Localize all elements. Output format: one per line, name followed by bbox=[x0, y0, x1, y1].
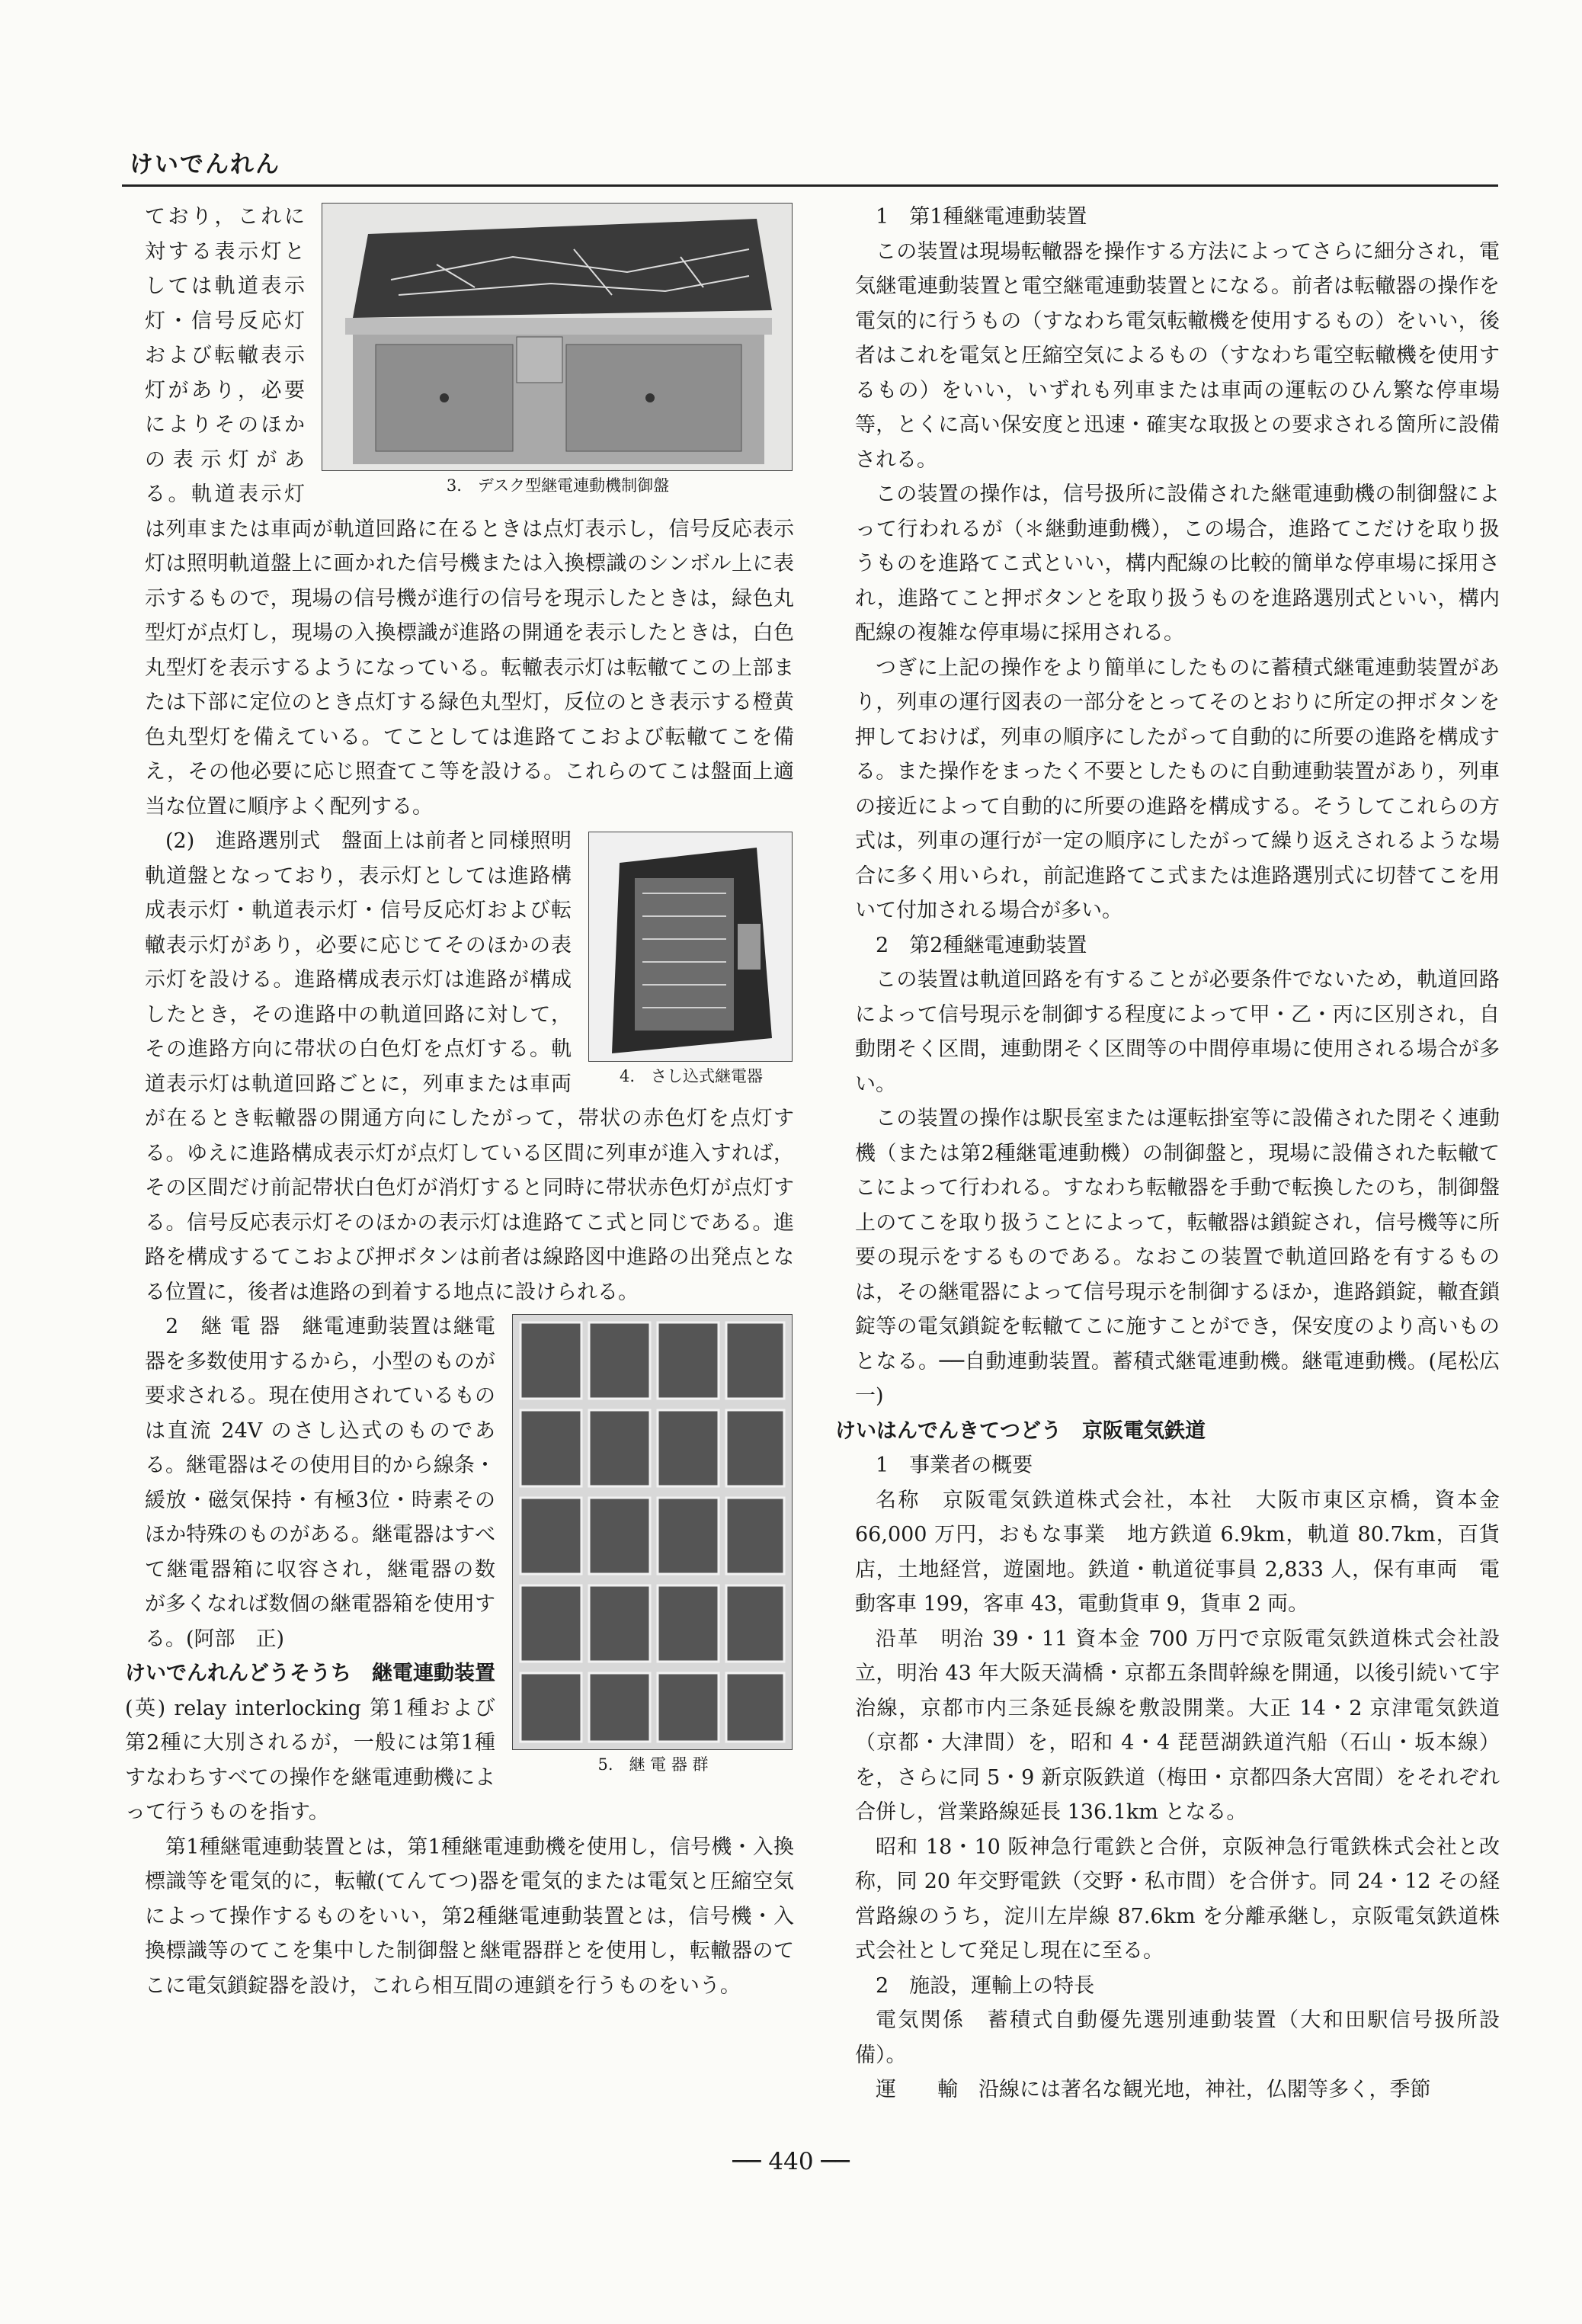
paragraph-right-10: 運 輸 沿線には著名な観光地，神社，仏閣等多く，季節 bbox=[876, 2078, 1431, 2101]
heading-type2: 2 第2種継電連動装置 bbox=[876, 933, 1087, 957]
entry-heading: けいでんれんどうそうち 継電連動装置 bbox=[125, 1662, 495, 1685]
paragraph-right-9: 電気関係 蓄積式自動優先選別連動装置（大和田駅信号扱所設備）。 bbox=[855, 2008, 1500, 2067]
paragraph-right-8: 昭和 18・10 阪神急行電鉄と合併，京阪神急行電鉄株式会社と改称，同 20 年交野電鉄（交野・私市間）を合併す。同 24・12 その経営路線のうち，淀川左岸線 87.6km を分離承継し，京阪電気鉄道株式会社として発足し現在に至る。 bbox=[855, 1835, 1500, 1963]
entry-definition: 第1種および第2種に大別されるが，一般には第1種すなわちすべての操作を継電連動機によって行うものを指す。 bbox=[125, 1696, 495, 1824]
control-desk-photo bbox=[322, 203, 793, 471]
figure-3 bbox=[322, 203, 794, 497]
paragraph-right-2: この装置の操作は，信号扱所に設備された継電連動機の制御盤によって行われるが（＊継動連動機），この場合，進路てこだけを取り扱うものを進路てこ式といい，構内配線の比較的簡単な停車場に採用され，進路てこと押ボタンとを取り扱うものを進路選別式といい，構内配線の複雑な停車場に採用される。 bbox=[855, 482, 1500, 645]
figure-5-caption: 5. 継 電 器 群 bbox=[597, 1755, 709, 1774]
heading-company-overview: 1 事業者の概要 bbox=[876, 1454, 1033, 1477]
heading-facilities: 2 施設，運輸上の特長 bbox=[876, 1973, 1095, 1998]
paragraph-right-7: 沿革 明治 39・11 資本金 700 万円で京阪電気鉄道株式会社設立，明治 43 年大阪天満橋・京都五条間幹線を開通，以後引続いて宇治線，京都市内三条延長線を敷設開業。大正 14・2 京津電気鉄道（京都・大津間）を，昭和 4・4 琵琶湖鉄道汽船（石山・坂本線）を，さらに同 5・9 新京阪鉄道（梅田・京都四条大宮間）をそれぞれ合併し，営業路線延長 136.1km となる。 bbox=[855, 1627, 1500, 1824]
right-column bbox=[835, 200, 1500, 2108]
figure-4 bbox=[588, 832, 794, 1088]
figure-4-caption: 4. さし込式継電器 bbox=[619, 1067, 764, 1085]
paragraph-right-5: この装置の操作は駅長室または運転掛室等に設備された閉そく連動機（または第2種継電連動機）の制御盤と，現場に設備された転轍てこによって行われる。すなわち転轍器を手動で転換したのち，制御盤上のてこを取り扱うことによって，転轍器は鎖錠され，信号機等に所要の現示をするものである。なおこの装置で軌道回路を有するものは，その継電器によって信号現示を制御するほか，進路鎖錠，轍査鎖錠等の電気鎖錠を転轍てこに施すことができ，保安度のより高いものとなる。──自動連動装置。蓄積式継電連動機。継電連動機。(尾松広一) bbox=[855, 1107, 1500, 1408]
paragraph-left-1: ており，これに対する表示灯としては軌道表示灯・信号反応灯および転轍表示灯があり，必要によりそのほかの表示灯がある。軌道表示灯は列車または車両が軌道回路に在るときは点灯表示し，信号反応表示灯は照明軌道盤上に画かれた信号機または入換標識のシンボル上に表示するもので，現場の信号機が進行の信号を現示したときは，緑色丸型灯が点灯し，現場の入換標識が進路の開通を表示したときは，白色丸型灯を表示するようになっている。転轍表示灯は転轍てこの上部または下部に定位のとき点灯する緑色丸型灯，反位のとき表示する橙黄色丸型灯を備えている。てことしては進路てこおよび転轍てこを備え，その他必要に応じ照査てこ等を設ける。これらのてこは盤面上適当な位置に順序よく配列する。 bbox=[145, 205, 794, 819]
header-rule bbox=[122, 184, 1498, 187]
entry-keihan-heading: けいはんでんきてつどう 京阪電気鉄道 bbox=[835, 1418, 1206, 1443]
relay-group-photo bbox=[512, 1314, 793, 1750]
figure-5 bbox=[512, 1314, 794, 1776]
plug-in-relay-photo bbox=[588, 832, 793, 1062]
paragraph-right-4: この装置は軌道回路を有することが必要条件でないため，軌道回路によって信号現示を制御する程度によって甲・乙・丙に区別され，自動閉そく区間，連動閉そく区間等の中間停車場に使用される場合が多い。 bbox=[855, 968, 1500, 1096]
heading-type1: 1 第1種継電連動装置 bbox=[876, 205, 1087, 229]
paragraph-right-6: 名称 京阪電気鉄道株式会社，本社 大阪市東区京橋，資本金 66,000 万円，おもな事業 地方鉄道 6.9km，軌道 80.7km，百貨店，土地経営，遊園地。鉄道・軌道従事員 2,833 人，保有車両 電動客車 199，客車 43，電動貨車 9，貨車 2 両。 bbox=[855, 1488, 1500, 1616]
page-number: ── 440 ── bbox=[732, 2148, 850, 2175]
paragraph-left-4: 第1種継電連動装置とは，第1種継電連動機を使用し，信号機・入換標識等を電気的に，転轍(てんてつ)器を電気的または電気と圧縮空気によって操作するものをいい，第2種継電連動装置とは，信号機・入換標識等のてこを集中した制御盤と継電器群とを使用し，転轍器のてこに電気鎖錠器を設け，これら相互間の連鎖を行うものをいう。 bbox=[145, 1835, 794, 1998]
left-column bbox=[125, 200, 794, 2003]
paragraph-left-3: 2 継 電 器 継電連動装置は継電器を多数使用するから，小型のものが要求される。現在使用されているものは直流 24V のさし込式のものである。継電器はその使用目的から線条・緩放・磁気保持・有極3位・時素そのほか特殊のものがある。継電器はすべて継電器箱に収容され，継電器の数が多くなれば数個の継電器箱を使用する。(阿部 正) bbox=[145, 1315, 495, 1651]
entry-english: (英) relay interlocking bbox=[125, 1696, 361, 1720]
running-head: けいでんれん bbox=[130, 151, 280, 178]
figure-3-caption: 3. デスク型継電連動機制御盤 bbox=[446, 476, 670, 495]
paragraph-right-3: つぎに上記の操作をより簡単にしたものに蓄積式継電連動装置があり，列車の運行図表の一部分をとってそのとおりに所定の押ボタンを押しておけば，列車の順序にしたがって自動的に所要の進路を構成する。また操作をまったく不要としたものに自動連動装置があり，列車の接近によって自動的に所要の進路を構成する。そうしてこれらの方式は，列車の運行が一定の順序にしたがって繰り返えされるような場合に多く用いられ，前記進路てこ式または進路選別式に切替てこを用いて付加される場合が多い。 bbox=[855, 656, 1500, 922]
paragraph-right-1: この装置は現場転轍器を操作する方法によってさらに細分され，電気継電連動装置と電空継電連動装置とになる。前者は転轍器の操作を電気的に行うもの（すなわち電気転轍機を使用するもの）をいい，後者はこれを電気と圧縮空気によるもの（すなわち電空転轍機を使用するもの）をいい，いずれも列車または車両の運転のひん繁な停車場等，とくに高い保安度と迅速・確実な取扱との要求される箇所に設備される。 bbox=[855, 239, 1500, 472]
paragraph-left-2: (2) 進路選別式 盤面上は前者と同様照明軌道盤となっており，表示灯としては進路構成表示灯・軌道表示灯・信号反応灯および転轍表示灯があり，必要に応じてそのほかの表示灯を設ける。進路構成表示灯は進路が構成したとき，その進路中の軌道回路に対して，その進路方向に帯状の白色灯を点灯する。軌道表示灯は軌道回路ごとに，列車または車両が在るとき転轍器の開通方向にしたがって，帯状の赤色灯を点灯する。ゆえに進路構成表示灯が点灯している区間に列車が進入すれば，その区間だけ前記帯状白色灯が消灯すると同時に帯状赤色灯が点灯する。信号反応表示灯そのほかの表示灯は進路てこ式と同じである。進路を構成するてこおよび押ボタンは前者は線路図中進路の出発点となる位置に，後者は進路の到着する地点に設けられる。 bbox=[145, 829, 794, 1304]
